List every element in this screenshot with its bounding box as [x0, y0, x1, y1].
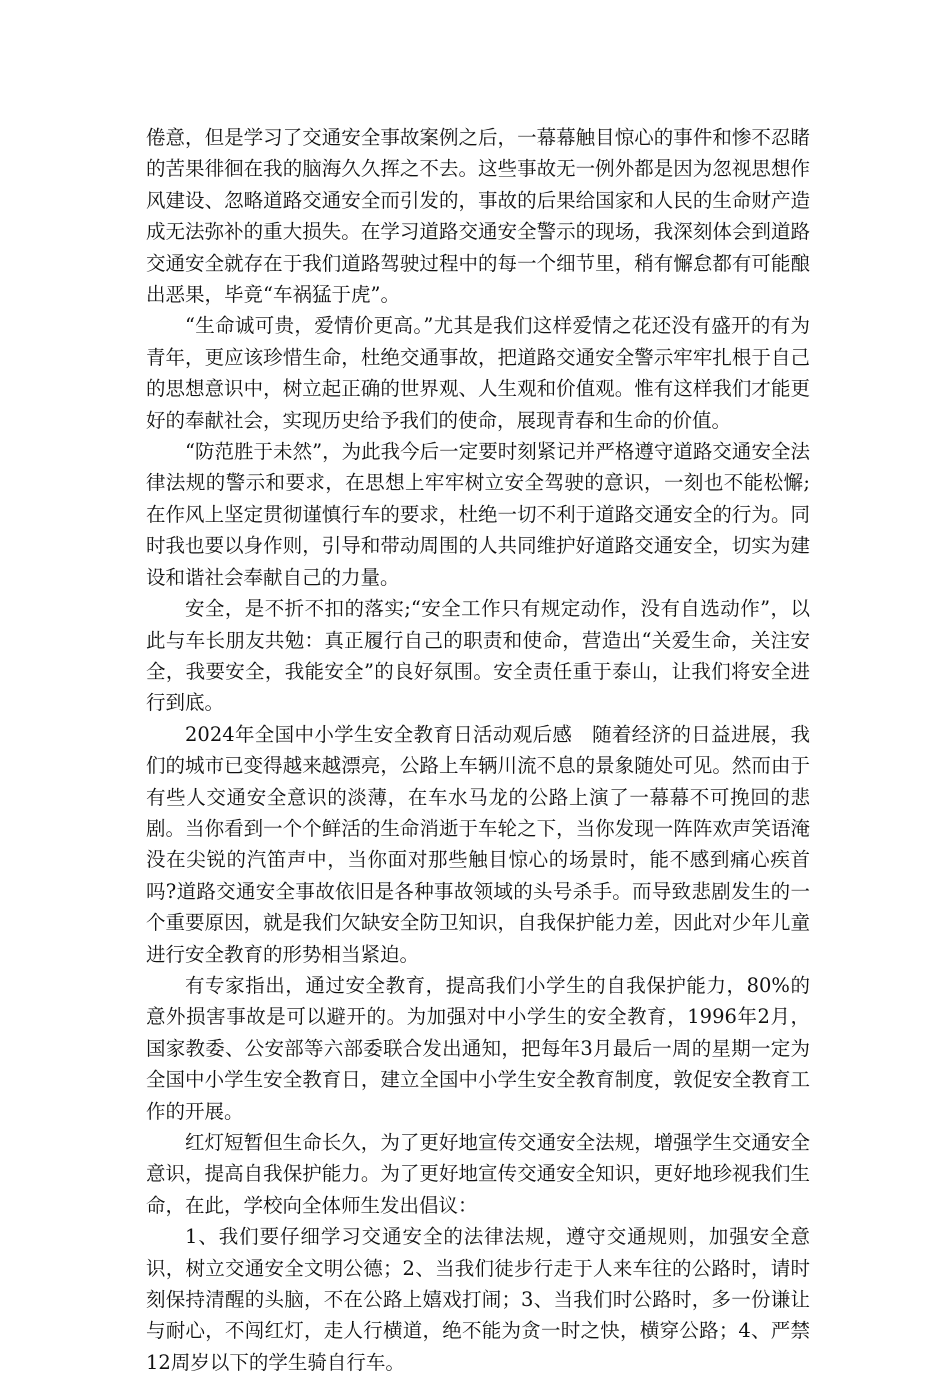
- paragraph-4: 安全，是不折不扣的落实;“安全工作只有规定动作，没有自选动作”，以此与车长朋友共勉：真正履行自己的职责和使命，营造出“关爱生命，关注安全，我要安全，我能安全”的良好氛围。安全责任重于泰山，让我们将安全进行到底。: [146, 597, 810, 715]
- paragraph-3: “防范胜于未然”，为此我今后一定要时刻紧记并严格遵守道路交通安全法律法规的警示和要求，在思想上牢牢树立安全驾驶的意识，一刻也不能松懈;在作风上坚定贯彻谨慎行车的要求，杜绝一切不利于道路交通安全的行为。同时我也要以身作则，引导和带动周围的人共同维护好道路交通安全，切实为建设和谐社会奉献自己的力量。: [146, 440, 810, 589]
- paragraph-8: 1、我们要仔细学习交通安全的法律法规，遵守交通规则，加强安全意识，树立交通安全文明公德；2、当我们徒步行走于人来车往的公路时，请时刻保持清醒的头脑，不在公路上嬉戏打闹；3、当我们时公路时，多一份谦让与耐心，不闯红灯，走人行横道，绝不能为贪一时之快，横穿公路；4、严禁12周岁以下的学生骑自行车。: [146, 1225, 810, 1374]
- paragraph-5: 2024年全国中小学生安全教育日活动观后感 随着经济的日益进展，我们的城市已变得越来越漂亮，公路上车辆川流不息的景象随处可见。然而由于有些人交通安全意识的淡薄，在车水马龙的公路上演了一幕幕不可挽回的悲剧。当你看到一个个鲜活的生命消逝于车轮之下，当你发现一阵阵欢声笑语淹没在尖锐的汽笛声中，当你面对那些触目惊心的场景时，能不感到痛心疾首吗?道路交通安全事故依旧是各种事故领域的头号杀手。而导致悲剧发生的一个重要原因，就是我们欠缺安全防卫知识，自我保护能力差，因此对少年儿童进行安全教育的形势相当紧迫。: [146, 722, 810, 966]
- paragraph-1: 倦意，但是学习了交通安全事故案例之后，一幕幕触目惊心的事件和惨不忍睹的苦果徘徊在我的脑海久久挥之不去。这些事故无一例外都是因为忽视思想作风建设、忽略道路交通安全而引发的，事故的后果给国家和人民的生命财产造成无法弥补的重大损失。在学习道路交通安全警示的现场，我深刻体会到道路交通安全就存在于我们道路驾驶过程中的每一个细节里，稍有懈怠都有可能酿出恶果，毕竟“车祸猛于虎”。: [146, 126, 810, 307]
- paragraph-6: 有专家指出，通过安全教育，提高我们小学生的自我保护能力，80%的意外损害事故是可以避开的。为加强对中小学生的安全教育，1996年2月，国家教委、公安部等六部委联合发出通知，把每年3月最后一周的星期一定为全国中小学生安全教育日，建立全国中小学生安全教育制度，敦促安全教育工作的开展。: [146, 973, 810, 1123]
- paragraph-7: 红灯短暂但生命长久，为了更好地宣传交通安全法规，增强学生交通安全意识，提高自我保护能力。为了更好地宣传交通安全知识，更好地珍视我们生命，在此，学校向全体师生发出倡议：: [146, 1131, 810, 1217]
- paragraph-2: “生命诚可贵，爱情价更高。”尤其是我们这样爱情之花还没有盛开的有为青年，更应该珍惜生命，杜绝交通事故，把道路交通安全警示牢牢扎根于自己的思想意识中，树立起正确的世界观、人生观和价值观。惟有这样我们才能更好的奉献社会，实现历史给予我们的使命，展现青春和生命的价值。: [146, 314, 810, 432]
- document-body: [146, 122, 810, 1378]
